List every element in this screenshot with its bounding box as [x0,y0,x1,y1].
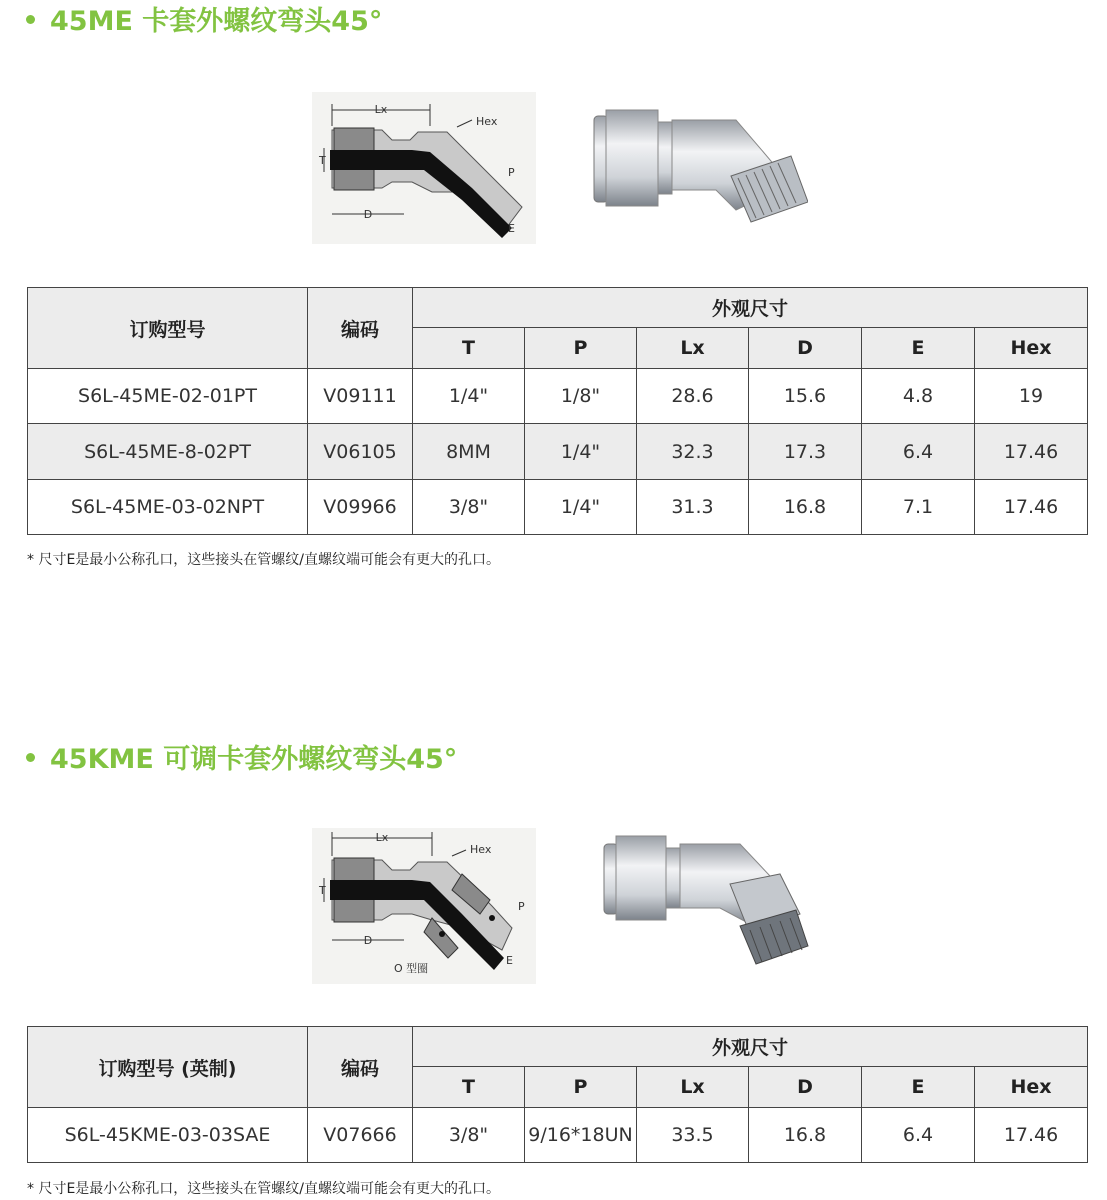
spec-table-45me [27,287,1088,535]
header-dim-e: E [862,328,975,369]
header-code: 编码 [308,1027,413,1108]
label-lx: Lx [374,103,388,116]
cell-p: 1/4" [525,424,637,480]
cell-hex: 17.46 [975,1108,1088,1163]
table-row [28,1108,1088,1163]
cell-d: 16.8 [749,480,862,535]
cell-code: V07666 [308,1108,413,1163]
header-dim-hex: Hex [975,1067,1088,1108]
cell-model: S6L-45KME-03-03SAE [28,1108,308,1163]
cell-e: 4.8 [862,369,975,424]
cell-model: S6L-45ME-02-01PT [28,369,308,424]
cell-code: V09966 [308,480,413,535]
label-d: D [363,208,373,221]
table-row [28,424,1088,480]
header-dim-d: D [749,328,862,369]
table-row [28,480,1088,535]
spec-table-45kme [27,1026,1088,1163]
header-dim-p: P [525,1067,637,1108]
fitting-illustration [600,834,812,976]
cell-t: 1/4" [413,369,525,424]
section-title-45kme: 45KME 可调卡套外螺纹弯头45° [26,742,457,778]
header-dim-d: D [749,1067,862,1108]
cell-e: 6.4 [862,424,975,480]
title-bullet-icon [26,15,35,24]
fitting-illustration [586,106,808,234]
header-model: 订购型号 (英制) [28,1027,308,1108]
cell-lx: 31.3 [637,480,749,535]
cell-p: 1/4" [525,480,637,535]
section-title-45me: 45ME 卡套外螺纹弯头45° [26,4,382,40]
header-dim-p: P [525,328,637,369]
cell-lx: 32.3 [637,424,749,480]
label-e: E [508,222,515,235]
cell-d: 16.8 [749,1108,862,1163]
label-p: P [508,166,515,179]
title-bullet-icon [26,753,35,762]
header-dim-hex: Hex [975,328,1088,369]
header-dim-lx: Lx [637,1067,749,1108]
table-row [28,369,1088,424]
footnote: * 尺寸E是最小公称孔口，这些接头在管螺纹/直螺纹端可能会有更大的孔口。 [27,552,501,568]
cell-code: V06105 [308,424,413,480]
header-dim-t: T [413,328,525,369]
cell-model: S6L-45ME-8-02PT [28,424,308,480]
header-dimensions: 外观尺寸 [413,288,1088,328]
product-photo [600,834,812,976]
footnote: * 尺寸E是最小公称孔口，这些接头在管螺纹/直螺纹端可能会有更大的孔口。 [27,1181,501,1197]
label-t: T [319,154,326,167]
product-photo [586,106,808,234]
cell-model: S6L-45ME-03-02NPT [28,480,308,535]
cell-e: 6.4 [862,1108,975,1163]
header-dim-lx: Lx [637,328,749,369]
cell-lx: 28.6 [637,369,749,424]
label-oring: O 型圈 [394,962,429,975]
cross-section-drawing [312,828,536,984]
cross-section-diagram [312,828,536,984]
label-e: E [506,954,513,967]
cell-code: V09111 [308,369,413,424]
cell-p: 9/16*18UN [525,1108,637,1163]
header-code: 编码 [308,288,413,369]
header-dim-t: T [413,1067,525,1108]
cell-hex: 17.46 [975,480,1088,535]
header-dimensions: 外观尺寸 [413,1027,1088,1067]
label-t: T [319,884,326,897]
cell-t: 8MM [413,424,525,480]
cross-section-drawing [312,92,536,244]
header-dim-e: E [862,1067,975,1108]
cell-d: 15.6 [749,369,862,424]
cell-t: 3/8" [413,1108,525,1163]
label-d: D [363,934,373,947]
label-p: P [518,900,525,913]
cross-section-diagram [312,92,536,244]
cell-hex: 17.46 [975,424,1088,480]
cell-lx: 33.5 [637,1108,749,1163]
cell-e: 7.1 [862,480,975,535]
cell-p: 1/8" [525,369,637,424]
label-hex: Hex [476,115,498,128]
cell-t: 3/8" [413,480,525,535]
cell-hex: 19 [975,369,1088,424]
label-lx: Lx [375,831,389,844]
label-hex: Hex [470,843,492,856]
header-model: 订购型号 [28,288,308,369]
cell-d: 17.3 [749,424,862,480]
